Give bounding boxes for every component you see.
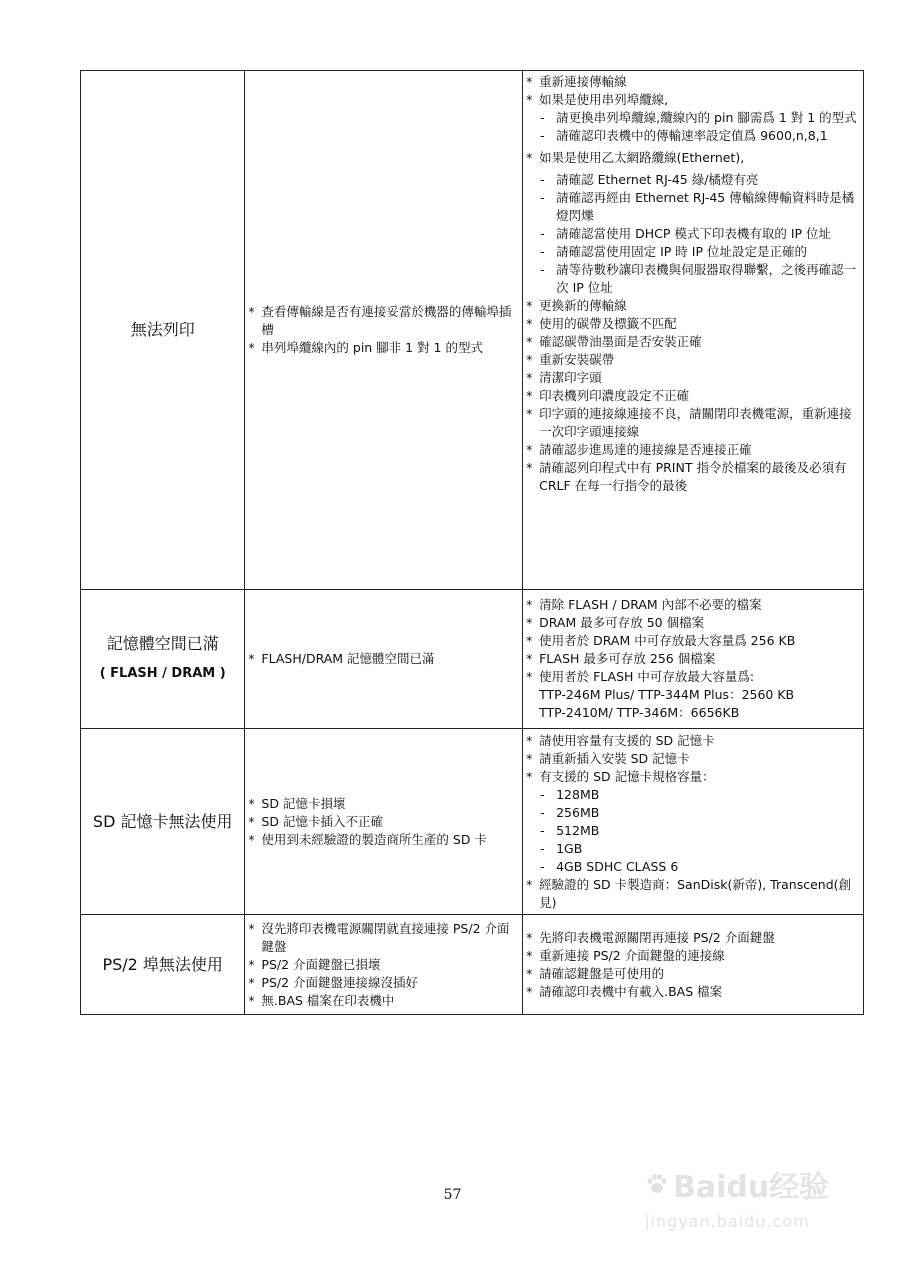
solution-cell	[523, 71, 864, 590]
list-item: * 無.BAS 檔案在印表機中	[248, 992, 518, 1010]
watermark-logo	[645, 1162, 875, 1206]
solution-list	[523, 594, 863, 724]
list-item: * 請確認印表機中有載入.BAS 檔案	[526, 983, 859, 1001]
list-item: * 使用到未經驗證的製造商所生產的 SD 卡	[248, 831, 518, 849]
list-item: * FLASH 最多可存放 256 個檔案	[526, 650, 859, 668]
list-item: - 請確認再經由 Ethernet RJ-45 傳輸線傳輸資料時是橘燈閃爍	[526, 189, 859, 225]
list-item: * 印字頭的連接線連接不良，請關閉印表機電源，重新連接一次印字頭連接線	[526, 405, 859, 441]
list-item: TTP-246M Plus/ TTP-344M Plus：2560 KB	[539, 687, 795, 702]
list-item: - 4GB SDHC CLASS 6	[526, 858, 859, 876]
list-item: * 有支援的 SD 記憶卡規格容量：	[526, 768, 859, 786]
problem-title: PS/2 埠無法使用	[102, 954, 223, 974]
cause-list	[245, 648, 522, 670]
table-row	[81, 729, 864, 915]
problem-cell	[81, 729, 245, 915]
problem-title: 無法列印	[130, 320, 195, 339]
problem-title: 記憶體空間已滿	[106, 634, 219, 653]
solution-list	[523, 71, 863, 497]
list-item: * 串列埠纜線內的 pin 腳非 1 對 1 的型式	[248, 339, 518, 357]
cause-cell	[245, 729, 523, 915]
troubleshooting-table	[80, 70, 864, 1015]
solution-list	[523, 730, 863, 914]
solution-cell	[523, 590, 864, 729]
list-item: TTP-2410M/ TTP-346M：6656KB	[539, 705, 740, 720]
table-row	[81, 590, 864, 729]
cause-list	[245, 793, 522, 851]
list-item: * 印表機列印濃度設定不正確	[526, 387, 859, 405]
watermark	[645, 1162, 875, 1262]
problem-title: SD 記憶卡無法使用	[92, 811, 233, 831]
list-item: * 請確認鍵盤是可使用的	[526, 965, 859, 983]
list-item: * DRAM 最多可存放 50 個檔案	[526, 614, 859, 632]
list-item: * 重新連接傳輸線	[526, 73, 859, 91]
table-row	[81, 71, 864, 590]
list-item: - 1GB	[526, 840, 859, 858]
watermark-url: jingyan.baidu.com	[645, 1212, 810, 1231]
solution-cell	[523, 915, 864, 1015]
problem-cell	[81, 71, 245, 590]
list-item: * 如果是使用串列埠纜線,	[526, 91, 859, 109]
cause-list	[245, 918, 522, 1012]
list-item: * 更換新的傳輸線	[526, 297, 859, 315]
list-item: - 請確認印表機中的傳輸速率設定值爲 9600,n,8,1	[526, 127, 859, 145]
watermark-brand: Baidu经验	[673, 1170, 830, 1205]
cause-cell	[245, 590, 523, 729]
problem-cell	[81, 590, 245, 729]
list-item: * 清除 FLASH / DRAM 內部不必要的檔案	[526, 596, 859, 614]
paw-icon	[645, 1172, 669, 1196]
list-item: * 如果是使用乙太網路纜線(Ethernet),	[526, 149, 859, 167]
list-item: * 經驗證的 SD 卡製造商：SanDisk(新帝), Transcend(創見)	[526, 876, 859, 912]
list-item: * 查看傳輸線是否有連接妥當於機器的傳輸埠插槽	[248, 303, 518, 339]
list-item: * 請使用容量有支援的 SD 記憶卡	[526, 732, 859, 750]
solution-cell	[523, 729, 864, 915]
list-item: - 請確認當使用固定 IP 時 IP 位址設定是正確的	[526, 243, 859, 261]
list-item: * 確認碳帶油墨面是否安裝正確	[526, 333, 859, 351]
list-item: - 請確認 Ethernet RJ-45 綠/橘燈有亮	[526, 171, 859, 189]
list-item: - 512MB	[526, 822, 859, 840]
list-item: * 清潔印字頭	[526, 369, 859, 387]
list-item: * PS/2 介面鍵盤已損壞	[248, 956, 518, 974]
list-item: - 請更換串列埠纜線,纜線內的 pin 腳需爲 1 對 1 的型式	[526, 109, 859, 127]
cause-cell	[245, 915, 523, 1015]
list-item: * 請確認列印程式中有 PRINT 指令於檔案的最後及必須有 CRLF 在每一行指令的最後	[526, 459, 859, 495]
table-row	[81, 915, 864, 1015]
list-item: - 請確認當使用 DHCP 模式下印表機有取的 IP 位址	[526, 225, 859, 243]
problem-cell	[81, 915, 245, 1015]
list-item: * SD 記憶卡損壞	[248, 795, 518, 813]
problem-subtitle: ( FLASH / DRAM )	[99, 666, 226, 681]
list-item: - 請等待數秒讓印表機與伺服器取得聯繫，之後再確認一次 IP 位址	[526, 261, 859, 297]
list-item: * PS/2 介面鍵盤連接線沒插好	[248, 974, 518, 992]
list-item: * FLASH/DRAM 記憶體空間已滿	[248, 650, 518, 668]
list-item: * SD 記憶卡插入不正確	[248, 813, 518, 831]
solution-list	[523, 927, 863, 1003]
list-item: * 使用者於 FLASH 中可存放最大容量爲:	[526, 668, 859, 686]
list-item: * 重新安裝碳帶	[526, 351, 859, 369]
list-item: - 256MB	[526, 804, 859, 822]
list-item: * 重新連接 PS/2 介面鍵盤的連接線	[526, 947, 859, 965]
list-item: * 使用的碳帶及標籤不匹配	[526, 315, 859, 333]
cause-list	[245, 301, 522, 359]
list-item: * 請確認步進馬達的連接線是否連接正確	[526, 441, 859, 459]
page-number: 57	[443, 1187, 462, 1203]
list-item: * 先將印表機電源關閉再連接 PS/2 介面鍵盤	[526, 929, 859, 947]
list-item: * 請重新插入安裝 SD 記憶卡	[526, 750, 859, 768]
list-item: * 沒先將印表機電源關閉就直接連接 PS/2 介面鍵盤	[248, 920, 518, 956]
cause-cell	[245, 71, 523, 590]
list-item: - 128MB	[526, 786, 859, 804]
list-item: * 使用者於 DRAM 中可存放最大容量爲 256 KB	[526, 632, 859, 650]
